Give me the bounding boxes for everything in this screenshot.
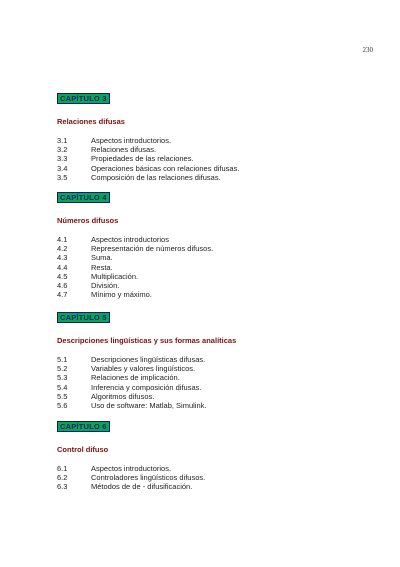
section-number: 4.4: [57, 262, 68, 272]
section-item: [57, 392, 387, 401]
section-item: [57, 373, 387, 382]
section-title: Métodos de de - difusificación.: [91, 482, 193, 492]
chapter-3: [57, 88, 387, 182]
section-number: 3.5: [57, 172, 68, 182]
chapter-label: CAPÍTULO 6: [57, 421, 110, 432]
section-item: [57, 364, 387, 373]
chapter-title: Números difusos: [57, 216, 119, 225]
section-title: Operaciones básicas con relaciones difusas.: [91, 163, 240, 173]
section-number: 4.3: [57, 253, 68, 263]
section-title: Aspectos introductorios.: [91, 464, 172, 473]
section-list: [57, 464, 387, 492]
section-item: [57, 235, 387, 244]
section-number: 5.1: [57, 355, 68, 364]
section-item: [57, 281, 387, 290]
section-number: 4.7: [57, 290, 68, 300]
section-title: División.: [91, 281, 120, 291]
section-title: Controladores lingüísticos difusos.: [91, 473, 206, 483]
section-number: 4.2: [57, 244, 68, 254]
section-title: Propiedades de las relaciones.: [91, 154, 194, 164]
chapter-label: CAPÍTULO 3: [57, 93, 110, 104]
section-number: 3.1: [57, 136, 68, 145]
section-title: Aspectos introductorios.: [91, 136, 172, 145]
section-item: [57, 473, 387, 482]
section-item: [57, 272, 387, 281]
section-number: 6.2: [57, 473, 68, 483]
section-item: [57, 136, 387, 145]
section-item: [57, 154, 387, 163]
chapter-label: CAPÍTULO 5: [57, 312, 110, 323]
section-number: 4.6: [57, 281, 68, 291]
section-item: [57, 290, 387, 299]
section-number: 4.5: [57, 271, 68, 281]
section-title: Relaciones de implicación.: [91, 373, 180, 383]
section-item: [57, 464, 387, 473]
chapter-title: Descripciones lingüísticas y sus formas analíticas: [57, 336, 237, 345]
section-item: [57, 145, 387, 154]
chapter-title: Relaciones difusas: [57, 117, 125, 126]
section-list: [57, 235, 387, 299]
section-item: [57, 263, 387, 272]
section-item: [57, 173, 387, 182]
section-title: Uso de software: Matlab, Simulink.: [91, 401, 207, 411]
section-item: [57, 253, 387, 262]
section-title: Algoritmos difusos.: [91, 391, 155, 401]
section-title: Suma.: [91, 253, 113, 263]
section-title: Inferencia y composición difusas.: [91, 382, 202, 392]
section-title: Variables y valores lingüísticos.: [91, 364, 196, 374]
chapter-4: [57, 187, 387, 299]
chapter-label: CAPÍTULO 4: [57, 192, 110, 203]
section-item: [57, 164, 387, 173]
section-item: [57, 482, 387, 491]
section-title: Multiplicación.: [91, 271, 139, 281]
section-number: 5.5: [57, 391, 68, 401]
section-title: Mínimo y máximo.: [91, 290, 152, 300]
section-title: Resta.: [91, 262, 113, 272]
section-number: 4.1: [57, 235, 68, 244]
section-number: 3.4: [57, 163, 68, 173]
section-title: Descripciones lingüísticas difusas.: [91, 355, 206, 364]
page-number: 230: [362, 46, 373, 54]
chapter-6: [57, 416, 387, 492]
section-number: 5.2: [57, 364, 68, 374]
section-number: 5.6: [57, 401, 68, 411]
section-title: Composición de las relaciones difusas.: [91, 172, 221, 182]
section-number: 6.3: [57, 482, 68, 492]
chapter-title: Control difuso: [57, 445, 109, 454]
section-list: [57, 136, 387, 182]
section-list: [57, 355, 387, 410]
section-number: 5.3: [57, 373, 68, 383]
section-item: [57, 401, 387, 410]
section-title: Aspectos introductorios: [91, 235, 169, 244]
section-number: 3.2: [57, 145, 68, 155]
chapter-5: [57, 307, 387, 410]
section-item: [57, 383, 387, 392]
section-item: [57, 355, 387, 364]
section-title: Representación de números difusos.: [91, 244, 214, 254]
section-number: 5.4: [57, 382, 68, 392]
section-title: Relaciones difusas.: [91, 145, 157, 155]
section-number: 3.3: [57, 154, 68, 164]
section-number: 6.1: [57, 464, 68, 473]
section-item: [57, 244, 387, 253]
